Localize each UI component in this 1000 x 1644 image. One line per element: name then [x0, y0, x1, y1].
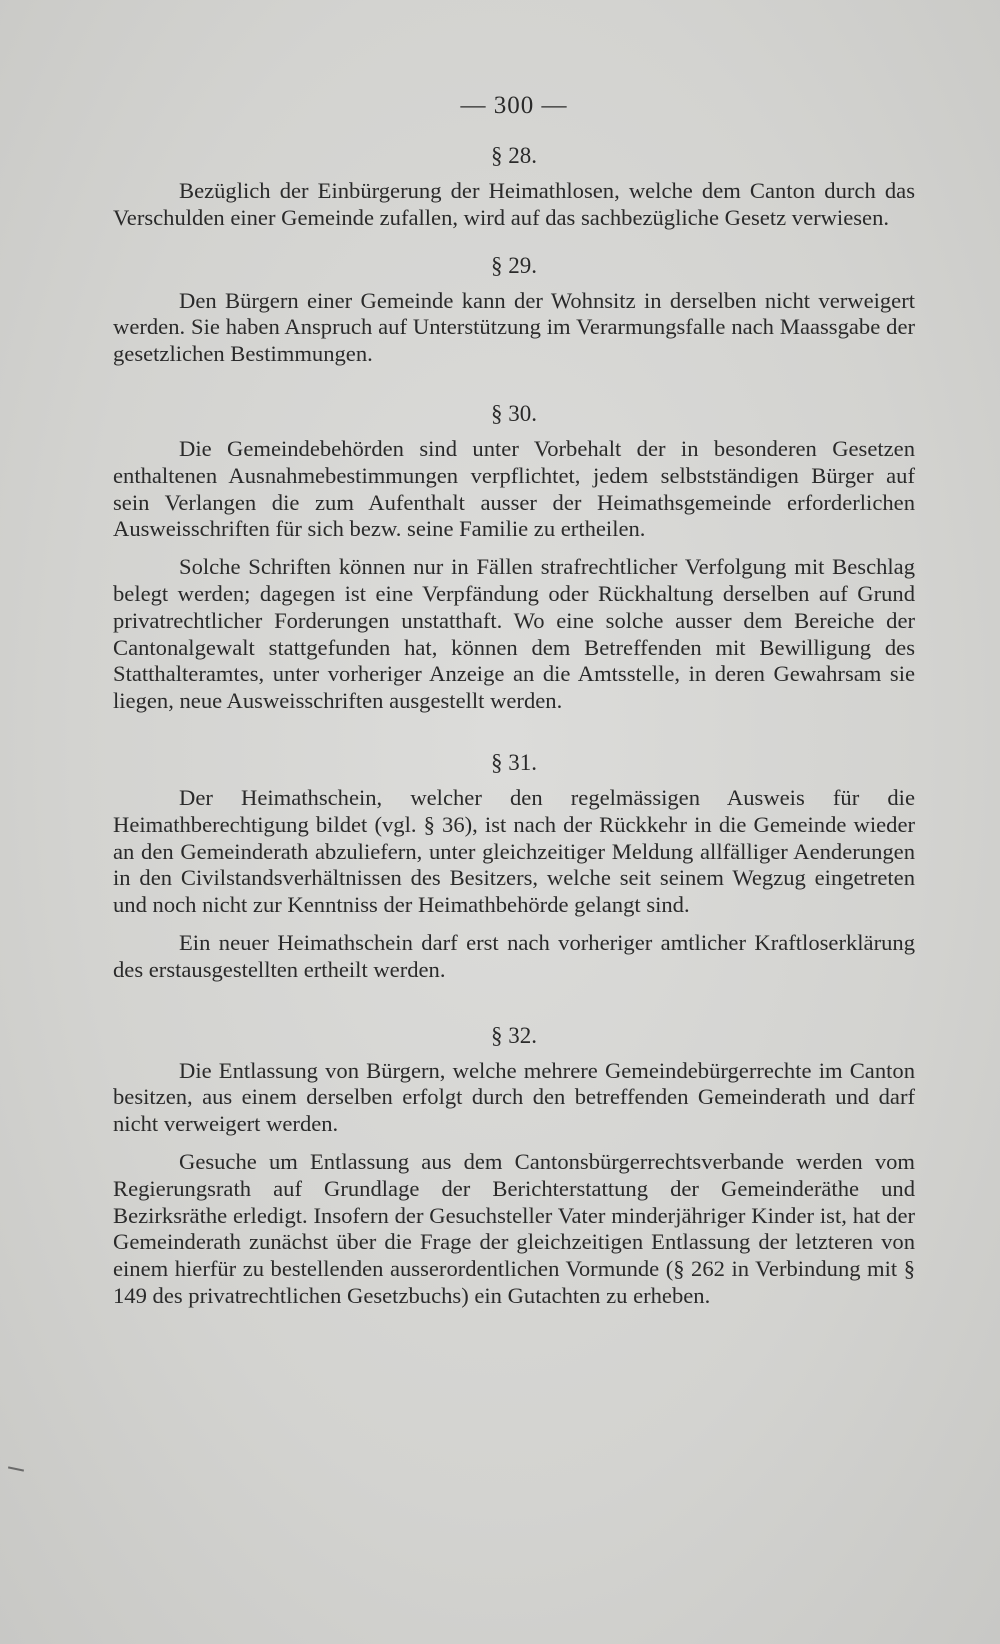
margin-mark: [8, 1466, 24, 1471]
paragraph: Solche Schriften können nur in Fällen strafrechtlicher Verfolgung mit Beschlag belegt werden; dagegen ist eine Verpfändung oder Rückhaltung derselben auf Grund privatrechtlicher Forderungen unstatthaft. Wo eine solche ausser dem Bereiche der Cantonalgewalt stattgefunden hat, können dem Betreffenden mit Bewilligung des Statthalteramtes, unter vorheriger Anzeige an die Amtsstelle, in deren Gewahrsam sie liegen, neue Ausweisschriften ausgestellt werden.: [113, 554, 915, 714]
section-31: [113, 749, 915, 984]
page-content: [113, 92, 915, 1336]
section-30: [113, 400, 915, 715]
paragraph: Ein neuer Heimathschein darf erst nach vorheriger amtlicher Kraftloserklärung des erstausgestellten ertheilt werden.: [113, 929, 915, 982]
section-32: [113, 1022, 915, 1310]
section-28: [113, 142, 915, 232]
paragraph: Der Heimathschein, welcher den regelmässigen Ausweis für die Heimathberechtigung bildet (vgl. § 36), ist nach der Rückkehr in die Gemeinde wieder an den Gemeinderath abzuliefern, unter gleichzeitiger Meldung allfälliger Aenderungen in den Civilstandsverhältnissen des Besitzers, welche seit seinem Wegzug eingetreten und noch nicht zur Kenntniss der Heimathbehörde gelangt sind.: [113, 784, 915, 918]
section-heading: § 29.: [491, 252, 537, 278]
page-number: — 300 —: [460, 92, 568, 119]
paragraph: Die Gemeindebehörden sind unter Vorbehalt der in besonderen Gesetzen enthaltenen Ausnahmebestimmungen verpflichtet, jedem selbstständigen Bürger auf sein Verlangen die zum Aufenthalt ausser der Heimathsgemeinde erforderlichen Ausweisschriften für sich bezw. seine Familie zu ertheilen.: [113, 435, 915, 542]
paragraph: Bezüglich der Einbürgerung der Heimathlosen, welche dem Canton durch das Verschulden einer Gemeinde zufallen, wird auf das sachbezügliche Gesetz verwiesen.: [113, 178, 915, 230]
paragraph: Die Entlassung von Bürgern, welche mehrere Gemeindebürgerrechte im Canton besitzen, aus einem derselben erfolgt durch den betreffenden Gemeinderath und darf nicht verweigert werden.: [113, 1057, 915, 1137]
section-heading: § 31.: [491, 749, 537, 775]
section-heading: § 28.: [491, 143, 537, 168]
paragraph: Den Bürgern einer Gemeinde kann der Wohnsitz in derselben nicht verweigert werden. Sie haben Anspruch auf Unterstützung im Verarmungsfalle nach Maassgabe der gesetzlichen Bestimmungen.: [113, 287, 915, 367]
section-heading: § 32.: [491, 1022, 537, 1048]
section-heading: § 30.: [491, 400, 537, 426]
paragraph: Gesuche um Entlassung aus dem Cantonsbürgerrechtsverbande werden vom Regierungsrath auf Grundlage der Berichterstattung der Gemeinderäthe und Bezirksräthe erledigt. Insofern der Gesuchsteller Vater minderjähriger Kinder ist, hat der Gemeinderath zunächst über die Frage der gleichzeitigen Entlassung der letzteren von einem hierfür zu bestellenden ausserordentlichen Vormunde (§ 262 in Verbindung mit § 149 des privatrechtlichen Gesetzbuchs) ein Gutachten zu erheben.: [113, 1148, 915, 1308]
section-29: [113, 252, 915, 368]
